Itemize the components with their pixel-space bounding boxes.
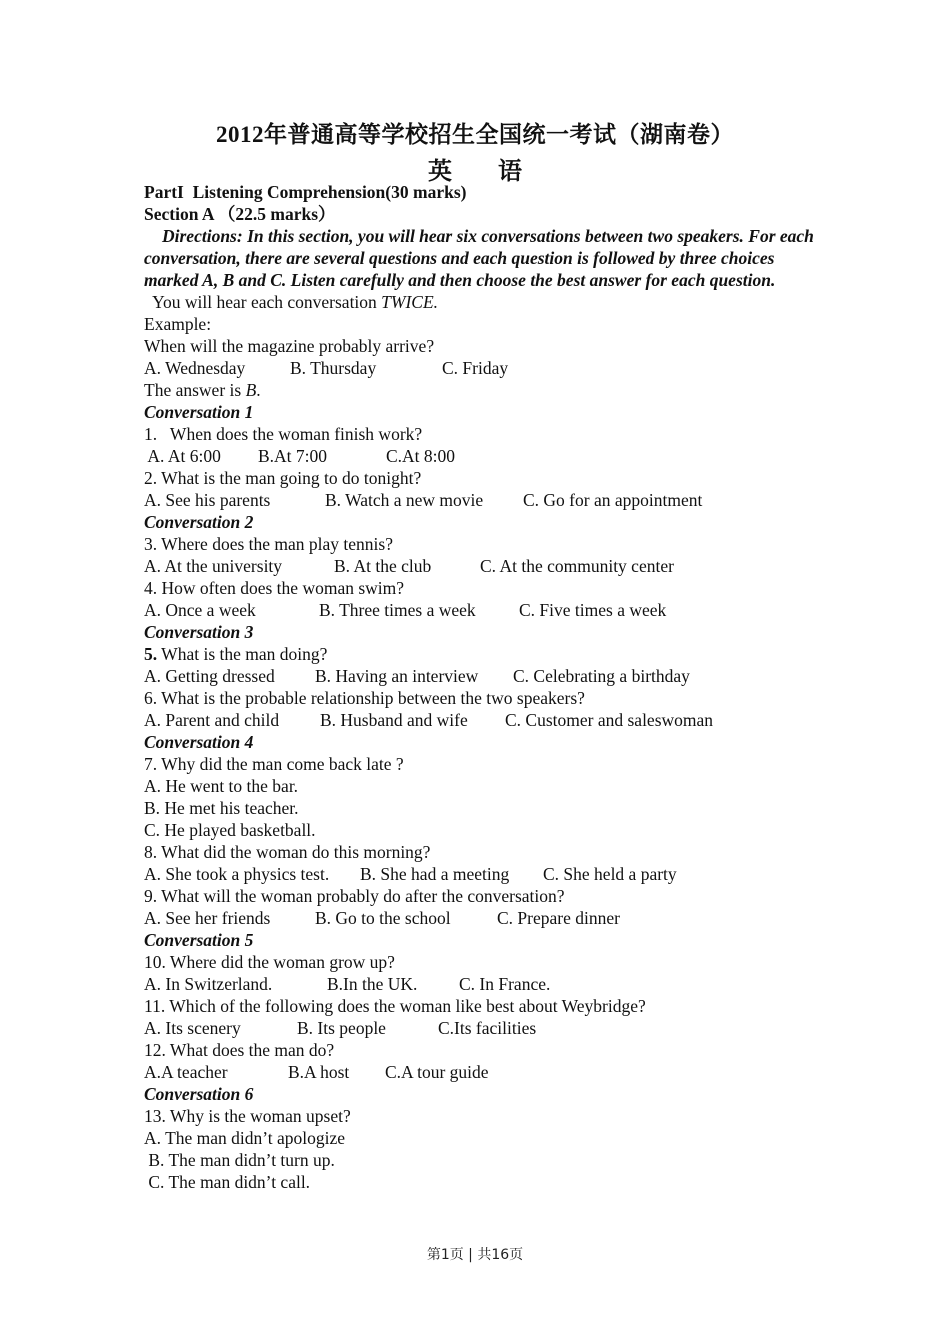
option: A. The man didn’t apologize — [144, 1128, 346, 1148]
option: C. The man didn’t call. — [144, 1172, 311, 1192]
part-heading: PartI Listening Comprehension(30 marks) — [144, 182, 467, 202]
conversation-heading: Conversation 5 — [144, 930, 254, 950]
question: 12. What does the man do? — [144, 1040, 335, 1060]
question: 6. What is the probable relationship between the two speakers? — [144, 688, 585, 708]
directions: Directions: In this section, you will hear six conversations between two speakers. For each conversation, there are several questions and each question is followed by three choices marked A, B and C. Listen carefully and then choose the best answer for each question. — [144, 226, 814, 290]
conversation-heading: Conversation 3 — [144, 622, 254, 642]
options: A. Parent and child B. Husband and wife C. Customer and saleswoman — [144, 710, 714, 730]
options: A. Its scenery B. Its people C.Its facilities — [144, 1018, 537, 1038]
options: A. At the university B. At the club C. At the community center — [144, 556, 674, 576]
options: A. In Switzerland. B.In the UK. C. In France. — [144, 974, 551, 994]
options: A. See his parents B. Watch a new movie C. Go for an appointment — [144, 490, 703, 510]
section-heading: Section A （22.5 marks） — [144, 204, 336, 224]
subject-char-2: 语 — [498, 159, 522, 185]
option: C. He played basketball. — [144, 820, 316, 840]
options: A. Getting dressed B. Having an interview C. Celebrating a birthday — [144, 666, 690, 686]
question: 9. What will the woman probably do after the conversation? — [144, 886, 565, 906]
question: 1. When does the woman finish work? — [144, 424, 423, 444]
question: 4. How often does the woman swim? — [144, 578, 405, 598]
option: B. He met his teacher. — [144, 798, 299, 818]
conversation-heading: Conversation 1 — [144, 402, 254, 422]
conversation-heading: Conversation 4 — [144, 732, 254, 752]
question: 2. What is the man going to do tonight? — [144, 468, 422, 488]
question: 7. Why did the man come back late ? — [144, 754, 404, 774]
exam-title: 2012年普通高等学校招生全国统一考试（湖南卷） — [216, 122, 734, 147]
options: A. Once a week B. Three times a week C. Five times a week — [144, 600, 667, 620]
conversation-heading: Conversation 2 — [144, 512, 254, 532]
options: A.A teacher B.A host C.A tour guide — [144, 1062, 489, 1082]
twice-note: You will hear each conversation TWICE. — [144, 292, 439, 312]
question: 11. Which of the following does the woman like best about Weybridge? — [144, 996, 646, 1016]
exam-content — [144, 181, 814, 1193]
example-answer: The answer is B. — [144, 380, 261, 400]
question: 5. What is the man doing? — [144, 644, 328, 664]
question: 8. What did the woman do this morning? — [144, 842, 431, 862]
question: 3. Where does the man play tennis? — [144, 534, 393, 554]
question: 13. Why is the woman upset? — [144, 1106, 351, 1126]
subject-char-1: 英 — [428, 159, 452, 185]
option: B. The man didn’t turn up. — [144, 1150, 335, 1170]
page-footer: 第1页 | 共16页 — [426, 1247, 524, 1263]
options: A. See her friends B. Go to the school C. Prepare dinner — [144, 908, 620, 928]
example-question: When will the magazine probably arrive? — [144, 336, 435, 356]
example-options: A. Wednesday B. Thursday C. Friday — [144, 358, 509, 378]
question: 10. Where did the woman grow up? — [144, 952, 395, 972]
options: A. She took a physics test. B. She had a meeting C. She held a party — [144, 864, 677, 884]
option: A. He went to the bar. — [144, 776, 299, 796]
conversation-heading: Conversation 6 — [144, 1084, 254, 1104]
example-label: Example: — [144, 314, 212, 334]
options: A. At 6:00 B.At 7:00 C.At 8:00 — [144, 446, 456, 466]
